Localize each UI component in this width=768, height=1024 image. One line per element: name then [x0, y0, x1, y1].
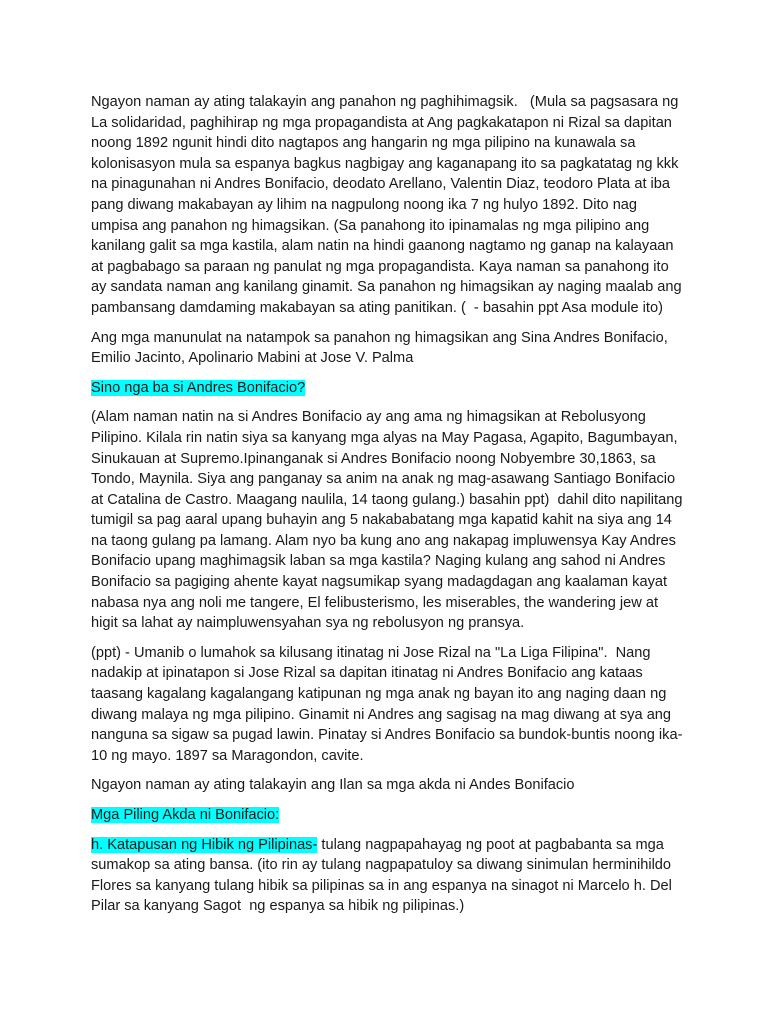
- paragraph-akda-intro: Ngayon naman ay ating talakayin ang Ilan sa mga akda ni Andes Bonifacio: [91, 777, 575, 794]
- highlighted-heading: Sino nga ba si Andres Bonifacio?: [91, 379, 306, 396]
- highlighted-heading: Mga Piling Akda ni Bonifacio:: [91, 807, 280, 823]
- heading-piling-akda: [91, 805, 688, 826]
- paragraph-la-liga: (ppt) - Umanib o lumahok sa kilusang itinatag ni Jose Rizal na "La Liga Filipina". Nang nadakip at ipinatapon si Jose Rizal sa dapitan itinatag ni Andres Bonifacio ang kataas taasang kagalang kagalangang katipunan ng mga anak ng bayan ito ang naging daan ng diwang malaya ng mga pilipino. Ginamit ni Andres ang sagisag na mag diwang at sya ang nanguna sa sigaw sa pugad lawin. Pinatay si Andres Bonifacio sa bundok-buntis noong ika-10 ng mayo. 1897 sa Maragondon, cavite.: [91, 644, 683, 764]
- paragraph-writers: Ang mga manunulat na natampok sa panahon ng himagsikan ang Sina Andres Bonifacio, Emilio Jacinto, Apolinario Mabini at Jose V. Palma: [91, 329, 672, 367]
- heading-sino-si-bonifacio: [91, 378, 688, 399]
- paragraph-katapusan-hibik: [91, 835, 688, 917]
- paragraph-bonifacio-bio: (Alam naman natin na si Andres Bonifacio ay ang ama ng himagsikan at Rebolusyong Pilipino. Kilala rin natin siya sa kanyang mga alyas na May Pagasa, Agapito, Bagumbayan, Sinukauan at Supremo.Ipinanganak si Andres Bonifacio noong Nobyembre 30,1863, sa Tondo, Maynila. Siya ang panganay sa anim na anak ng mag-asawang Santiago Bonifacio at Catalina de Castro. Maagang naulila, 14 taong gulang.) basahin ppt) dahil dito napilitang tumigil sa pag aaral upang buhayin ang 5 nakababatang mga kapatid kahit na siya ang 14 na taong gulang pa lamang. Alam nyo ba kung ano ang nakapag impluwensya Kay Andres Bonifacio upang maghimagsik laban sa mga kastila? Naging kulang ang sahod ni Andres Bonifacio sa pagiging ahente kayat nagsumikap syang madagdagan ang kaalaman kayat nabasa nya ang noli me tangere, El felibusterismo, les miserables, the wandering jew at higit sa lahat ay naimpluwensyahan sya ng rebolusyon ng pransya.: [91, 409, 687, 632]
- paragraph-intro: Ngayon naman ay ating talakayin ang panahon ng paghihimagsik. (Mula sa pagsasara ng La solidaridad, paghihirap ng mga propagandista at Ang pagkakatapon ni Rizal sa dapitan noong 1892 ngunit hindi dito nagtapos ang hangarin ng mga pilipino na kunawala sa kolonisasyon mula sa espanya bagkus nagbigay ang kaganapang ito sa pagkatatag ng kkk na pinagunahan ni Andres Bonifacio, deodato Arellano, Valentin Diaz, teodoro Plata at iba pang diwang makabayan ay lihim na nagpulong noong ika 7 ng hulyo 1892. Dito nag umpisa ang panahon ng himagsikan. (Sa panahong ito ipinamalas ng mga pilipino ang kanilang galit sa mga kastila, alam natin na hindi gaanong nagtamo ng ganap na kalayaan at pagbabago sa paraan ng panulat ng mga propagandista. Kaya naman sa panahong ito ay sandata naman ang kanilang ginamit. Sa panahon ng himagsikan ay naging maalab ang pambansang damdaming makabayan sa ating panitikan. ( - basahin ppt Asa module ito): [91, 94, 686, 316]
- paragraph-body-text: tulang nagpapahayag ng poot at pagbabanta sa mga sumakop sa ating bansa. (ito rin ay tulang nagpapatuloy sa diwang sinimulan herminihildo Flores sa kanyang tulang hibik sa pilipinas sa in ang espanya na sinagot ni Marcelo h. Del Pilar sa kanyang Sagot ng espanya sa hibik ng pilipinas.): [91, 836, 676, 915]
- highlighted-title: h. Katapusan ng Hibik ng Pilipinas-: [91, 836, 318, 853]
